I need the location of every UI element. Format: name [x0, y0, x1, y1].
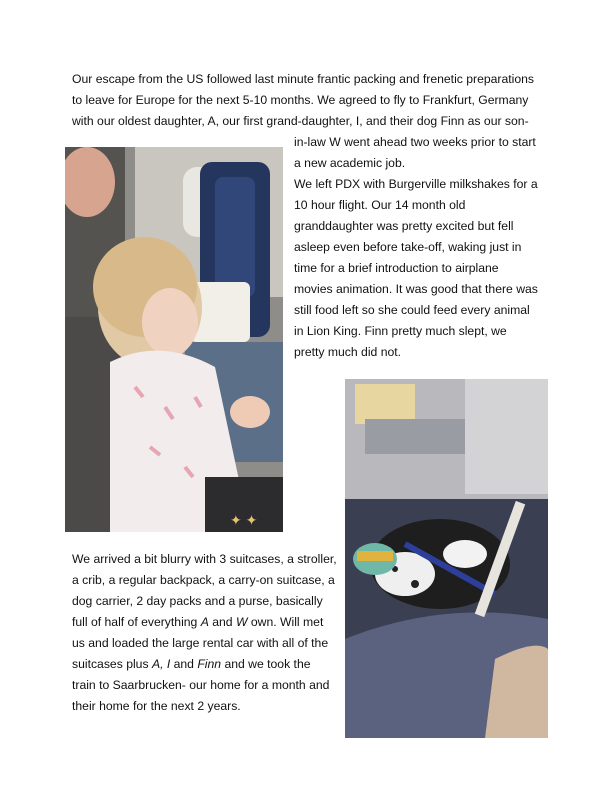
svg-text:✦ ✦: ✦ ✦: [230, 512, 258, 528]
dog-under-seat-photo: [345, 379, 548, 738]
paragraph-3-line-7: train to Saarbrucken- our home for a month and: [72, 678, 330, 692]
text-italic: A: [200, 615, 209, 629]
text-segment: and: [208, 615, 236, 629]
text-segment: full of half of everything: [72, 615, 201, 629]
toddler-airplane-photo: [65, 147, 283, 532]
text-italic: A, I: [151, 657, 171, 671]
paragraph-2-line-8: in Lion King. Finn pretty much slept, we: [294, 324, 507, 338]
text-segment: suitcases plus: [72, 657, 152, 671]
paragraph-1-line-5: a new academic job.: [294, 156, 406, 170]
paragraph-3-line-3: dog carrier, 2 day packs and a purse, basically: [72, 594, 323, 608]
paragraph-2-line-2: 10 hour flight. Our 14 month old: [294, 198, 466, 212]
text-italic: Finn: [197, 657, 222, 671]
paragraph-1-line-4: in-law W went ahead two weeks prior to start: [294, 135, 536, 149]
paragraph-1-line-3: with our oldest daughter, A, our first grand-daughter, I, and their dog Finn as our son-: [72, 114, 529, 128]
paragraph-2-line-3: granddaughter was pretty excited but fell: [294, 219, 514, 233]
text-segment: own. Will met: [247, 615, 324, 629]
paragraph-3-line-4: [72, 615, 323, 630]
paragraph-2-line-4: asleep even before take-off, waking just in: [294, 240, 522, 254]
paragraph-3-line-8: their home for the next 2 years.: [72, 699, 241, 713]
paragraph-2-line-9: pretty much did not.: [294, 345, 402, 359]
text-segment: and: [170, 657, 198, 671]
paragraph-2-line-7: still food left so she could feed every animal: [294, 303, 530, 317]
text-italic: W: [235, 615, 248, 629]
paragraph-3-line-1: We arrived a bit blurry with 3 suitcases, a stroller,: [72, 552, 337, 566]
paragraph-3-line-6: [72, 657, 311, 672]
paragraph-2-line-5: time for a brief introduction to airplane: [294, 261, 499, 275]
paragraph-3-line-2: a crib, a regular backpack, a carry-on suitcase, a: [72, 573, 335, 587]
paragraph-2-line-6: movies animation. It was good that there was: [294, 282, 538, 296]
paragraph-2-line-1: We left PDX with Burgerville milkshakes for a: [294, 177, 538, 191]
text-segment: and we took the: [221, 657, 311, 671]
paragraph-3-line-5: us and loaded the large rental car with all of the: [72, 636, 329, 650]
paragraph-1-line-1: Our escape from the US followed last minute frantic packing and frenetic preparations: [72, 72, 535, 86]
paragraph-1-line-2: to leave for Europe for the next 5-10 months. We agreed to fly to Frankfurt, Germany: [72, 93, 529, 107]
